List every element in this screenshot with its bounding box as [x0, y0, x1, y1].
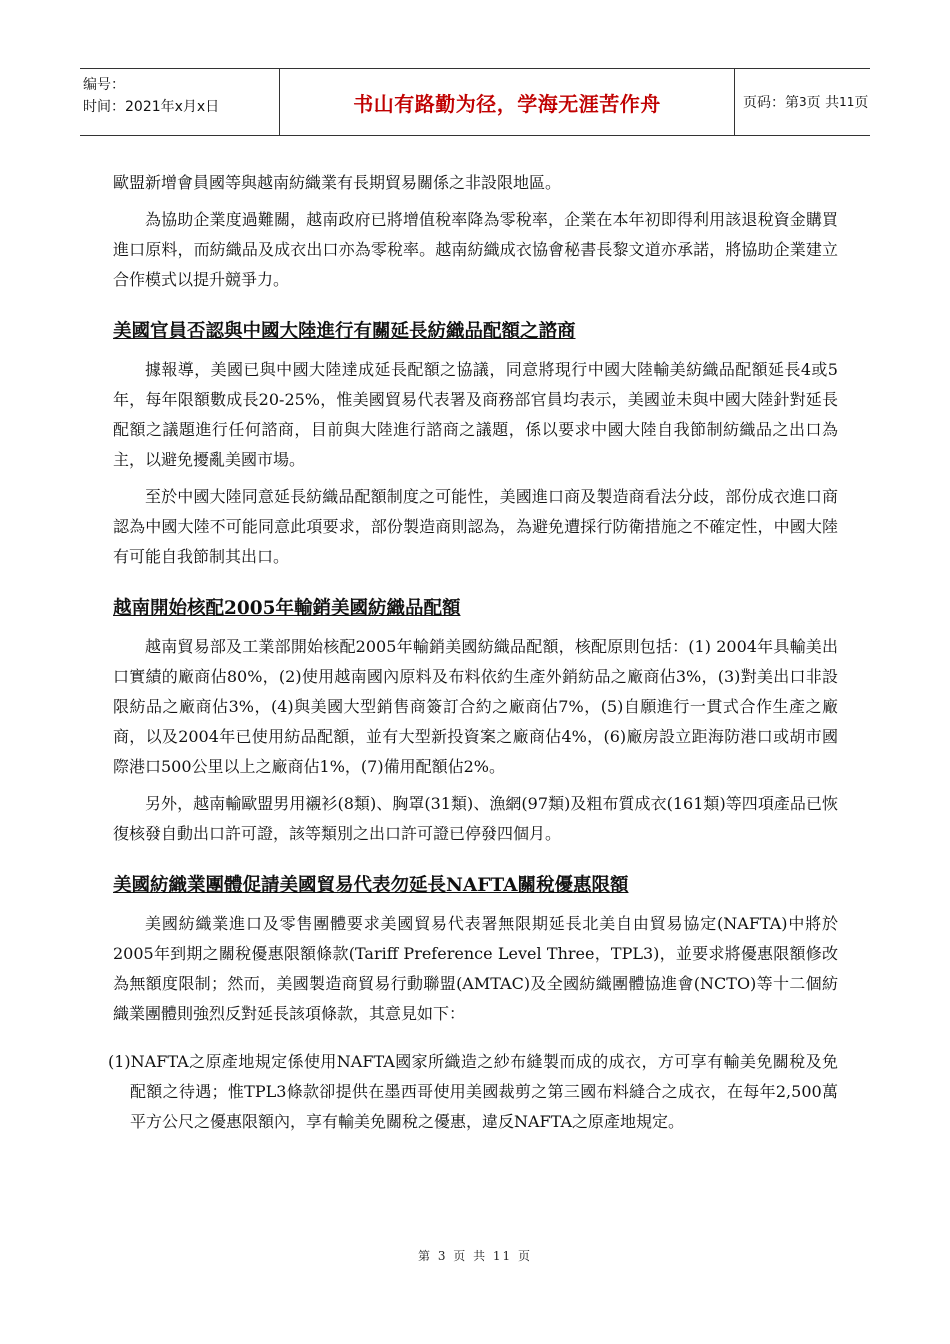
section-heading: 美國紡織業團體促請美國貿易代表勿延長NAFTA關稅優惠限額 — [113, 875, 629, 896]
header-motto: 书山有路勤为径，学海无涯苦作舟 — [353, 91, 661, 116]
paragraph: 另外，越南輸歐盟男用襯衫(8類)、胸罩(31類)、漁網(97類)及粗布質成衣(161類)等四項產品已恢復核發自動出口許可證，該等類別之出口許可證已停發四個月。 — [113, 794, 838, 843]
section-heading: 美國官員否認與中國大陸進行有關延長紡織品配額之諮商 — [113, 321, 576, 342]
paragraph: 為協助企業度過難關，越南政府已將增值稅率降為零稅率，企業在本年初即得利用該退稅資金購買進口原料，而紡織品及成衣出口亦為零稅率。越南紡織成衣協會秘書長黎文道亦承諾，將協助企業建立合作模式以提升競爭力。 — [113, 210, 838, 289]
document-date: 时间：2021年x月x日 — [83, 99, 220, 115]
page-total: 11 — [839, 95, 855, 109]
document-body — [108, 168, 838, 1137]
header-page-info — [735, 69, 870, 135]
page-current: 3 — [799, 95, 807, 109]
paragraph: 歐盟新增會員國等與越南紡織業有長期貿易關係之非設限地區。 — [113, 173, 562, 192]
page-footer: 第 3 页 共 11 页 — [418, 1249, 532, 1263]
header-motto-cell — [280, 69, 735, 135]
page-label-suffix: 页 — [854, 95, 869, 111]
section-heading: 越南開始核配2005年輸銷美國紡織品配額 — [113, 598, 461, 619]
header-meta — [80, 69, 280, 135]
paragraph: 據報導，美國已與中國大陸達成延長配額之協議，同意將現行中國大陸輸美紡織品配額延長4或5年，每年限額數成長20-25%，惟美國貿易代表署及商務部官員均表示，美國並未與中國大陸針對延長配額之議題進行任何諮商，目前與大陸進行諮商之議題，係以要求中國大陸自我節制紡織品之出口為主，以避免擾亂美國市場。 — [113, 360, 838, 469]
paragraph: 越南貿易部及工業部開始核配2005年輸銷美國紡織品配額，核配原則包括：(1) 2004年具輸美出口實績的廠商佔80%，(2)使用越南國內原料及布料依約生產外銷紡品之廠商佔3%，(3)對美出口非設限紡品之廠商佔3%，(4)與美國大型銷售商簽訂合約之廠商佔7%，(5)自願進行一貫式合作生產之廠商，以及2004年已使用紡品配額，並有大型新投資案之廠商佔4%，(6)廠房設立距海防港口或胡市國際港口500公里以上之廠商佔1%，(7)備用配額佔2%。 — [113, 637, 838, 776]
page-header — [80, 68, 870, 136]
list-item: (1)NAFTA之原產地規定係使用NAFTA國家所織造之紗布縫製而成的成衣，方可享有輸美免關稅及免配額之待遇；惟TPL3條款卻提供在墨西哥使用美國裁剪之第三國布料縫合之成衣，在每年2,500萬平方公尺之優惠限額內，享有輸美免關稅之優惠，違反NAFTA之原產地規定。 — [108, 1052, 838, 1131]
paragraph: 至於中國大陸同意延長紡織品配額制度之可能性，美國進口商及製造商看法分歧，部份成衣進口商認為中國大陸不可能同意此項要求，部份製造商則認為，為避免遭採行防衛措施之不確定性，中國大陸有可能自我節制其出口。 — [113, 487, 838, 566]
document-number: 编号： — [83, 77, 125, 93]
page-label-prefix: 页码：第 — [743, 95, 799, 111]
page-label-mid: 页 共 — [806, 95, 840, 111]
paragraph: 美國紡織業進口及零售團體要求美國貿易代表署無限期延長北美自由貿易協定(NAFTA)中將於2005年到期之關稅優惠限額條款(Tariff Preference Level Three，TPL3)，並要求將優惠限額修改為無額度限制；然而，美國製造商貿易行動聯盟(AMTAC)及全國紡織團體協進會(NCTO)等十二個紡織業團體則強烈反對延長該項條款，其意見如下： — [113, 914, 838, 1023]
